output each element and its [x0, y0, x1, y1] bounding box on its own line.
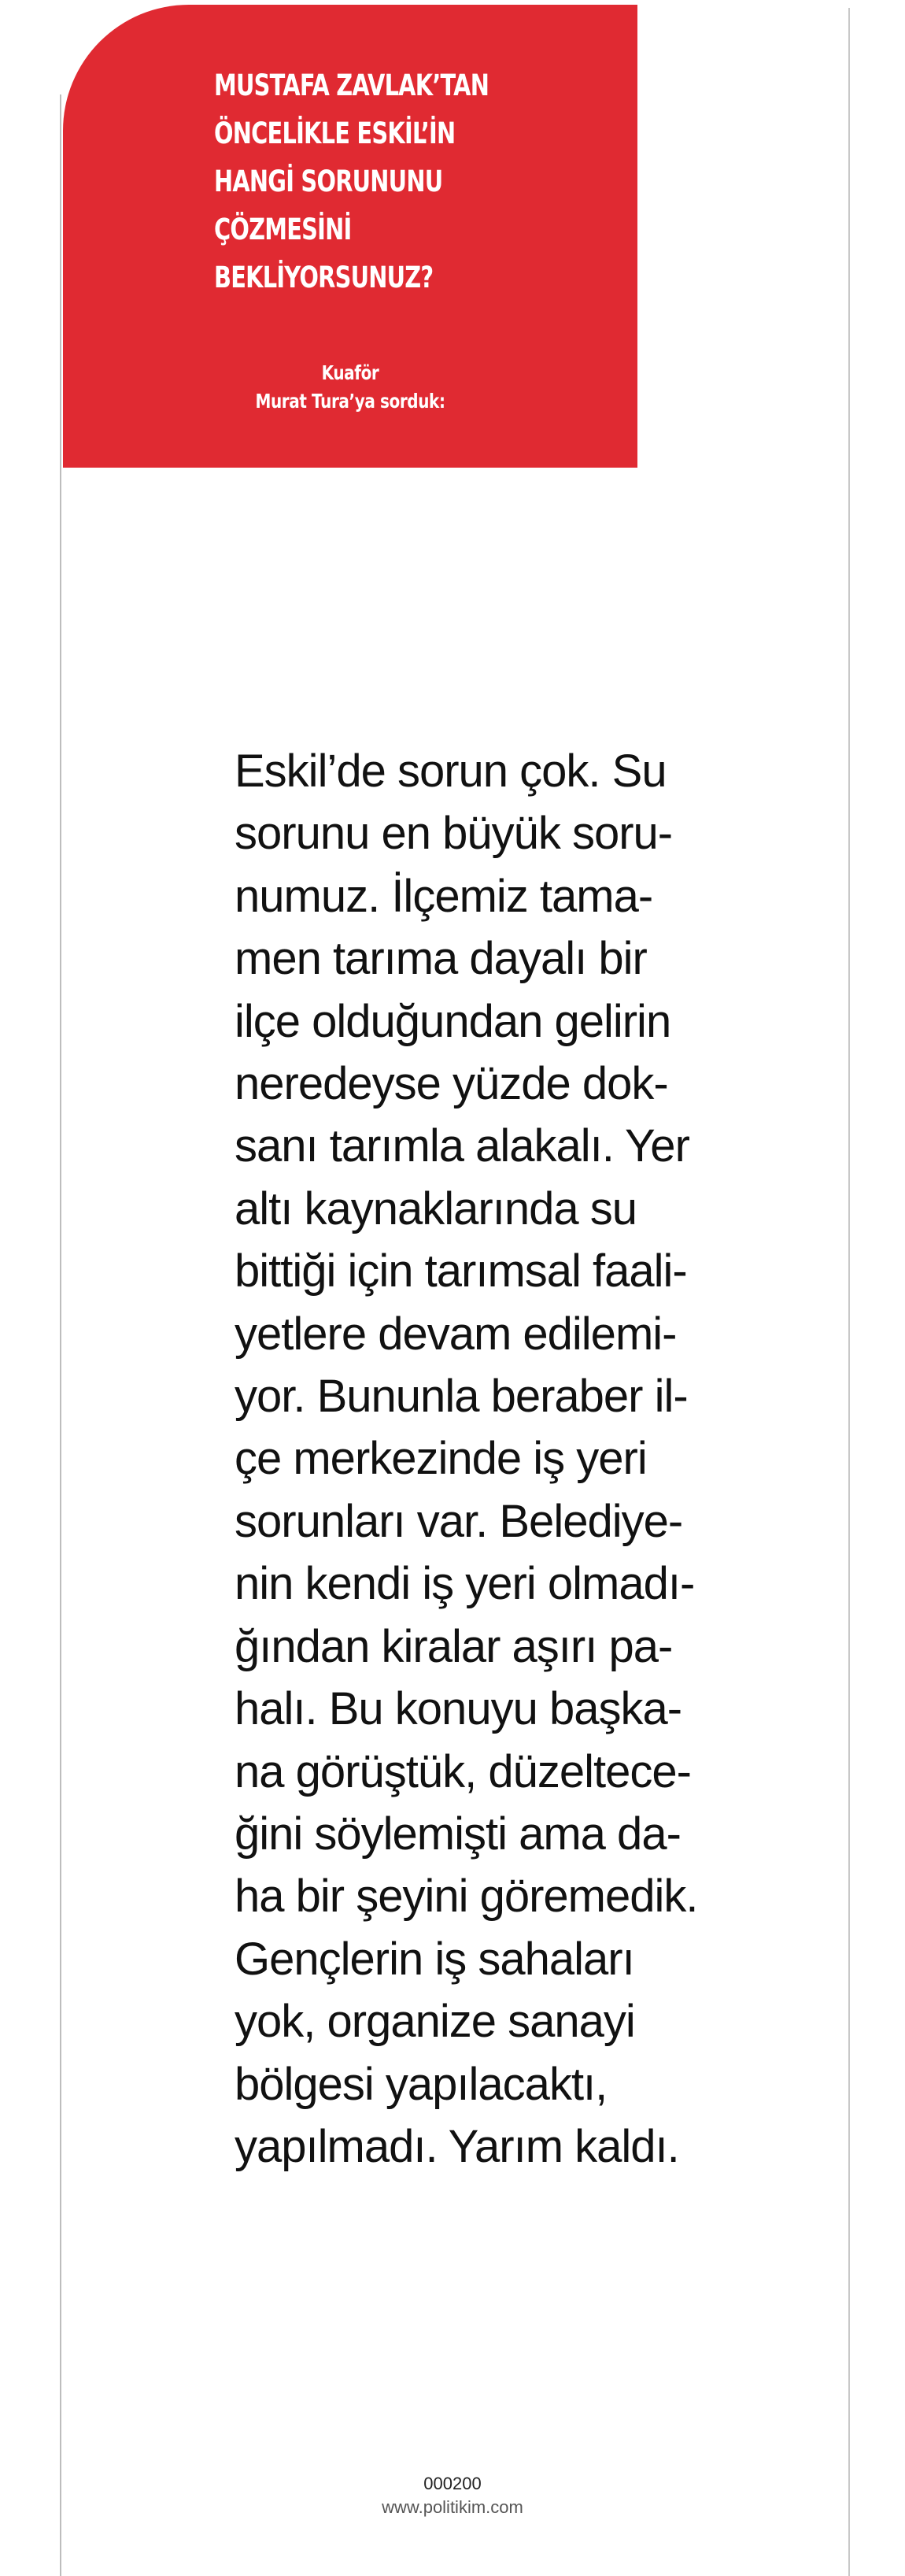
byline [63, 359, 637, 416]
right-margin-rule [848, 8, 850, 2576]
answer-body-text: Eskil’de sorun çok. Su sorunu en büyük soru- numuz. İlçemiz tama- men tarıma dayalı bir ilçe olduğundan gelirin neredeyse yüzde dok- sanı tarımla alakalı. Yer altı kaynaklarında su bittiği için tarımsal faali- yetlere devam edilemi- yor. Bununla beraber il- çe merkezinde iş yeri sorunları var. Belediye- nin kendi iş yeri olmadı- ğından kiralar aşırı pa- halı. Bu konuyu başka- na görüştük, düzeltece- ğini söylemişti ama da- ha bir şeyini göremedik. Gençlerin iş sahaları yok, organize sanayi bölgesi yapılacaktı, yapılmadı. Yarım kaldı. [235, 746, 698, 2172]
byline-name: Murat Tura’ya sorduk: [255, 390, 445, 413]
byline-occupation: Kuaför [321, 361, 379, 384]
website-link[interactable]: www.politikim.com [382, 2497, 523, 2517]
page-footer [0, 2472, 905, 2519]
question-header-box [63, 5, 637, 468]
left-margin-rule [60, 94, 61, 2576]
question-heading: MUSTAFA ZAVLAK’TAN ÖNCELİKLE ESKİL’İN HANGİ SORUNUNU ÇÖZMESİNİ BEKLİYORSUNUZ? [214, 68, 489, 294]
page-number: 000200 [423, 2474, 482, 2493]
